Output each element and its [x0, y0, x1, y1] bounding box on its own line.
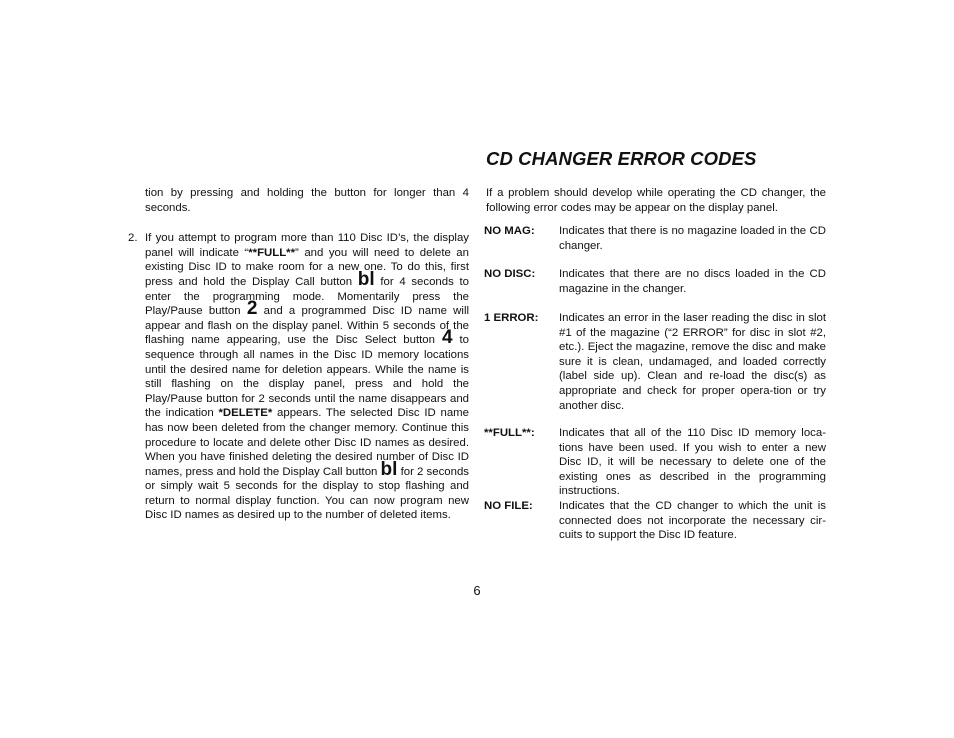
play-pause-button-icon: 2	[246, 298, 258, 320]
error-code-description: Indicates that there are no discs loaded in the CD magazine in the changer.	[559, 268, 826, 295]
item2-text-2: ” and you will need to delete an existing Disc ID to make room for a new one. To do this, first press and hold the Display Call button	[145, 246, 469, 288]
item2-text-7: for 2 seconds or simply wait 5 seconds for the display to stop flashing and return to normal display function. You can now program new Disc ID names as desired up to the number of deleted items.	[145, 465, 469, 522]
item2-text-1: If you attempt to program more than 110 Disc ID’s, the display panel will indicate “	[145, 232, 469, 259]
error-code-full	[484, 426, 826, 499]
error-code-label: **FULL**:	[484, 427, 535, 439]
continuation-paragraph: tion by pressing and holding the button for longer than 4 seconds.	[145, 187, 469, 214]
numbered-item-2	[128, 231, 469, 523]
error-code-no-mag	[484, 224, 826, 253]
error-code-label: NO MAG:	[484, 225, 535, 237]
error-code-description: Indicates that all of the 110 Disc ID memory loca-tions have been used. If you wish to enter a new Disc ID, it will be necessary to delete one of the existing ones as described in the programming instructions.	[559, 427, 826, 498]
error-code-description: Indicates that the CD changer to which the unit is connected does not incorporate the necessary cir-cuits to support the Disc ID feature.	[559, 500, 826, 542]
item2-text-5: to sequence through all names in the Disc ID memory locations until the desired name for deletion appears. While the name is still flashing on the display panel, press and hold the Play/Pause button for 2 seconds until the name disappears and the indication	[145, 334, 469, 420]
left-column	[128, 186, 469, 523]
error-code-label: NO FILE:	[484, 500, 533, 512]
error-code-no-disc	[484, 267, 826, 296]
error-codes-intro: If a problem should develop while operating the CD changer, the following error codes may be appear on the display panel.	[486, 187, 826, 214]
item2-text-6: appears. The selected Disc ID name has now been deleted from the changer memory. Continue this procedure to locate and delete other Disc ID names as desired. When you have finished deleting the desired number of Disc ID names, press and hold the Display Call button	[145, 407, 469, 478]
error-code-label: 1 ERROR:	[484, 312, 539, 324]
display-call-button-icon-2: bl	[380, 458, 398, 480]
error-code-description: Indicates an error in the laser reading the disc in slot #1 of the magazine (“2 ERROR” for disc in slot #2, etc.). Eject the magazine, remove the disc and make sure it is clean, undamaged, and loaded correctly (label side up). Clean and re-load the disc(s) as appropriate and check for proper opera-tion or try another disc.	[559, 312, 826, 412]
section-title: CD CHANGER ERROR CODES	[486, 148, 757, 169]
page-number: 6	[473, 583, 481, 598]
display-call-button-icon: bl	[357, 268, 375, 290]
error-code-label: NO DISC:	[484, 268, 536, 280]
disc-select-button-icon: 4	[441, 327, 453, 349]
error-code-no-file	[484, 499, 826, 543]
error-code-description: Indicates that there is no magazine loaded in the CD changer.	[559, 225, 826, 252]
full-indication: **FULL**	[248, 246, 296, 259]
item2-text-3: for 4 seconds to enter the programming mode. Momentarily press the Play/Pause button	[145, 275, 469, 318]
error-code-1-error	[484, 311, 826, 413]
item-number: 2.	[128, 232, 138, 245]
item2-text-4: and a programmed Disc ID name will appear and flash on the display panel. Within 5 seconds of the flashing name appearing, use the Disc Select button	[145, 305, 470, 347]
delete-indication: *DELETE*	[218, 407, 273, 420]
